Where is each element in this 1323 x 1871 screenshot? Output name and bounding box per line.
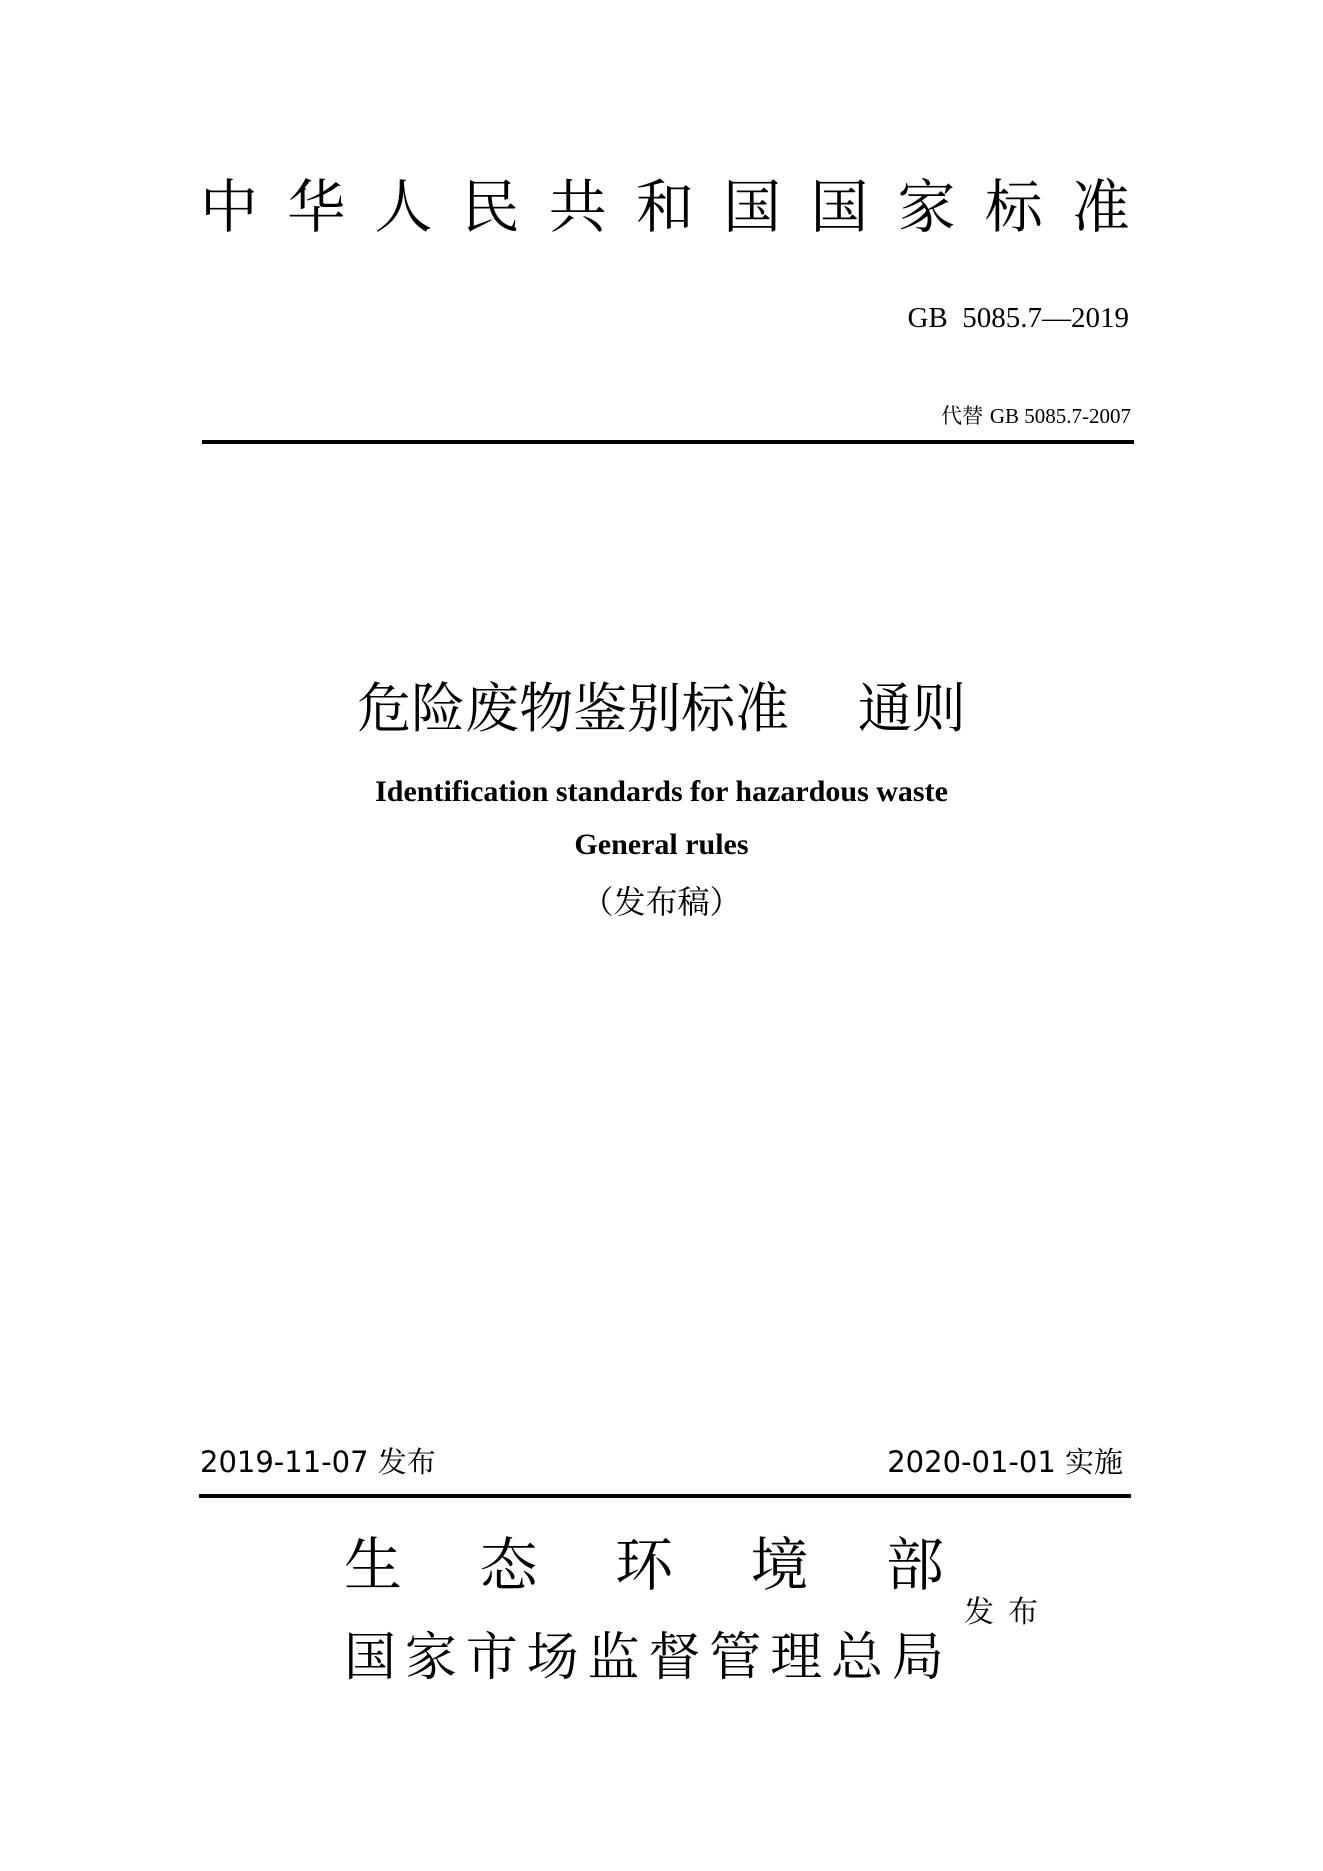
top-divider: [202, 440, 1134, 444]
national-standard-title: [200, 172, 1130, 242]
title-char: 和: [635, 173, 694, 241]
issuer-char: 市: [465, 1628, 518, 1688]
english-title-line1: Identification standards for hazardous waste: [375, 775, 948, 808]
english-title-line2: General rules: [574, 828, 749, 861]
issued-label: 发布: [964, 1595, 1052, 1630]
issuer-char: 环: [614, 1531, 673, 1599]
title-char: 标: [984, 173, 1043, 241]
title-char: 民: [461, 173, 520, 241]
issuer-char: 监: [587, 1628, 640, 1688]
replaces-line: [928, 374, 1131, 430]
issuer-char: 国: [344, 1628, 397, 1688]
replaces-number: GB 5085.7-2007: [989, 404, 1131, 428]
title-char: 人: [374, 173, 433, 241]
issuer-administration: [344, 1621, 944, 1695]
title-char: 华: [287, 173, 346, 241]
title-char: 国: [723, 173, 782, 241]
chinese-title: 危险废物鉴别标准 通则: [357, 677, 966, 740]
issuer-char: 理: [770, 1628, 823, 1688]
implementation-date: 2020-01-01 实施: [887, 1445, 1123, 1479]
draft-note: （发布稿）: [581, 883, 742, 921]
issuer-char: 态: [479, 1531, 538, 1599]
bottom-divider: [199, 1494, 1131, 1498]
title-char: 准: [1071, 173, 1130, 241]
issuer-char: 家: [404, 1628, 457, 1688]
title-char: 共: [548, 173, 607, 241]
title-char: 家: [897, 173, 956, 241]
issue-date: 2019-11-07 发布: [200, 1445, 436, 1479]
title-char: 中: [200, 173, 259, 241]
issuer-char: 管: [709, 1628, 762, 1688]
issuer-char: 总: [831, 1628, 884, 1688]
issuer-char: 境: [750, 1531, 809, 1599]
issuer-char: 部: [885, 1531, 944, 1599]
issuer-char: 督: [648, 1628, 701, 1688]
issuer-char: 局: [891, 1628, 944, 1688]
replaces-label: 代替: [941, 404, 984, 428]
issuer-ministry: [344, 1528, 944, 1602]
issuer-char: 生: [344, 1531, 403, 1599]
title-char: 国: [810, 173, 869, 241]
issuer-char: 场: [526, 1628, 579, 1688]
standard-number: GB 5085.7—2019: [907, 302, 1129, 334]
